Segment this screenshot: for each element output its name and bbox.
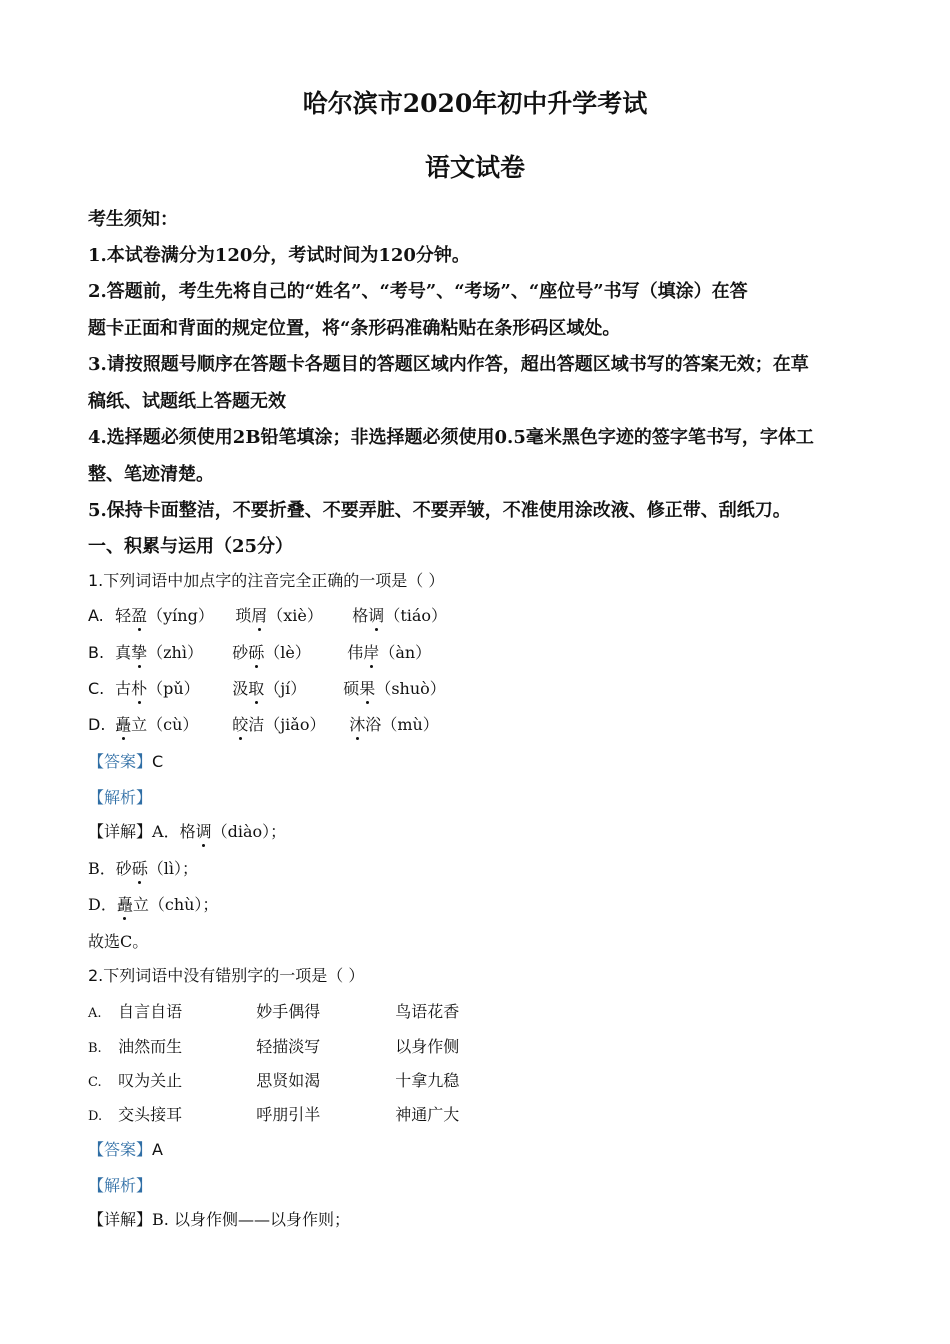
q2-analysis-label: 【解析】 — [88, 1176, 153, 1195]
q2-answer: 【答案】A — [88, 1140, 163, 1159]
notice-item: 4.选择题必须使用2B铅笔填涂；非选择题必须使用0.5毫米黑色字迹的签字笔书写，字体工 — [88, 427, 814, 448]
question-text: 下列词语中加点字的注音完全正确的一项是（ ） — [103, 571, 445, 590]
q1-detail-b: B．砂砾（lì）； — [88, 856, 198, 879]
exam-subtitle: 语文试卷 — [424, 153, 525, 182]
notice-item: 1.本试卷满分为120分，考试时间为120分钟。 — [88, 245, 470, 266]
q2-option-a: A. 自言自语 妙手偶得 鸟语花香 — [88, 1002, 460, 1021]
exam-title: 哈尔滨市2020年初中升学考试 — [302, 89, 648, 118]
q1-analysis-label: 【解析】 — [88, 788, 153, 807]
question-1-stem — [88, 568, 444, 591]
q2-option-c: C. 叹为关止 思贤如渴 十拿九稳 — [88, 1071, 460, 1090]
notice-item: 5.保持卡面整洁，不要折叠、不要弄脏、不要弄皱，不准使用涂改液、修正带、刮纸刀。 — [88, 500, 791, 521]
notice-heading: 考生须知： — [88, 209, 178, 230]
q1-detail-a: 【详解】A．格调（diào）； — [88, 819, 286, 842]
q1-option-c: C. 古朴（pǔ） 汲取（jí） 硕果（shuò） — [88, 676, 446, 699]
section-heading: 一、积累与运用（25分） — [88, 536, 294, 557]
q2-option-d: D. 交头接耳 呼朋引半 神通广大 — [88, 1105, 460, 1124]
q1-answer: 【答案】C — [88, 752, 164, 771]
notice-item: 整、笔迹清楚。 — [88, 464, 214, 485]
question-number: 2. — [88, 966, 104, 985]
notice-item: 2.答题前，考生先将自己的“姓名”、“考号”、“考场”、“座位号”书写（填涂）在答 — [88, 281, 748, 302]
q1-option-b: B. 真挚（zhì） 砂砾（lè） 伟岸（àn） — [88, 640, 431, 663]
q1-option-d: D. 矗立（cù） 皎洁（jiǎo） 沐浴（mù） — [88, 712, 439, 735]
q1-option-a: A. 轻盈（yíng） 琐屑（xiè） 格调（tiáo） — [88, 603, 447, 626]
notice-item: 稿纸、试题纸上答题无效 — [88, 391, 286, 412]
q1-detail-d: D．矗立（chù）； — [88, 892, 218, 915]
notice-item: 3.请按照题号顺序在答题卡各题目的答题区域内作答，超出答题区域书写的答案无效；在草 — [88, 354, 809, 375]
q2-detail: 【详解】B. 以身作侧——以身作则； — [88, 1210, 350, 1229]
question-2-stem — [88, 963, 364, 986]
q1-conclusion: 故选C。 — [88, 932, 149, 951]
q2-option-b: B. 油然而生 轻描淡写 以身作侧 — [88, 1037, 460, 1056]
notice-item: 题卡正面和背面的规定位置，将“条形码准确粘贴在条形码区域处。 — [88, 318, 621, 339]
question-number: 1. — [88, 571, 104, 590]
question-text: 下列词语中没有错别字的一项是（ ） — [103, 966, 365, 985]
